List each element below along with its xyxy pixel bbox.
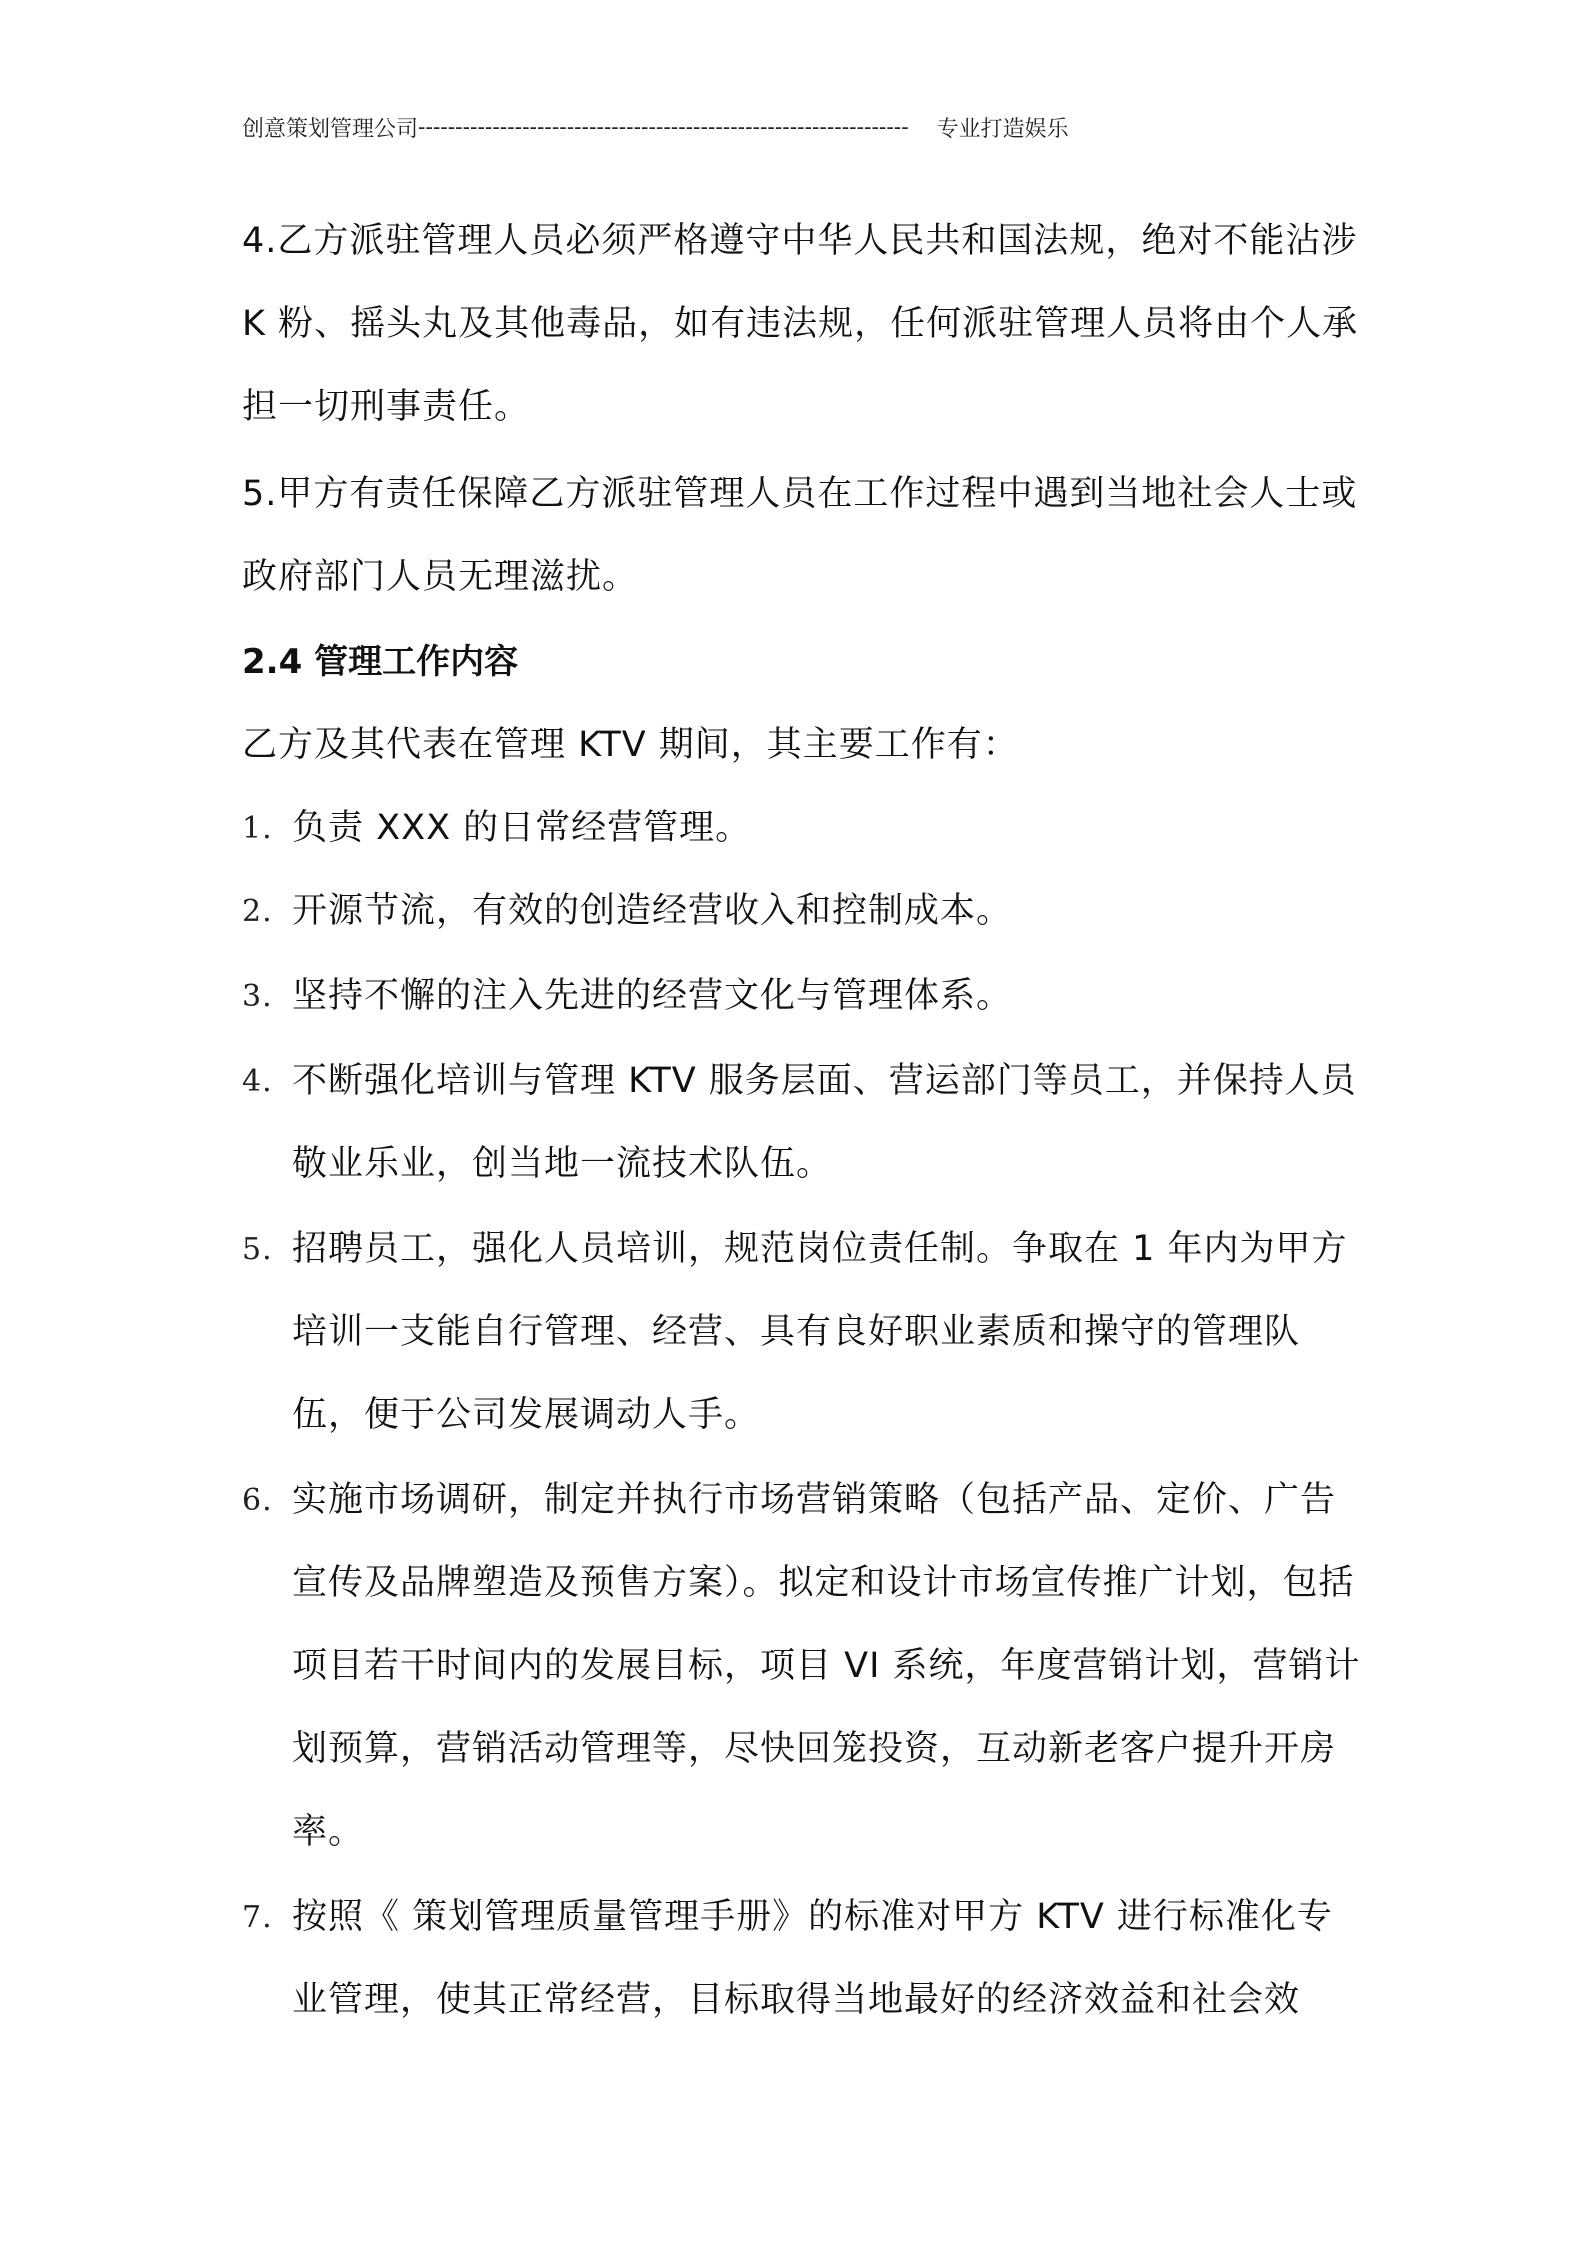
list-text: 实施市场调研，制定并执行市场营销策略（包括产品、定价、广告宣传及品牌塑造及预售方案）。拟定和设计市场宣传推广计划，包括项目若干时间内的发展目标，项目 VI 系统，年度营销计划，营销计划预算，营销活动管理等，尽快回笼投资，互动新老客户提升开房率。: [292, 1480, 1361, 1852]
paragraph-5: 5.甲方有责任保障乙方派驻管理人员在工作过程中遇到当地社会人士或政府部门人员无理滋扰。: [242, 474, 1358, 597]
list-item: [242, 787, 1362, 870]
list-number: 1.: [242, 811, 273, 846]
page-header: [242, 112, 1352, 148]
paragraph-4: 4.乙方派驻管理人员必须严格遵守中华人民共和国法规，绝对不能沾涉 K 粉、摇头丸及其他毒品，如有违法规，任何派驻管理人员将由个人承担一切刑事责任。: [242, 221, 1359, 427]
section-heading: 2.4 管理工作内容: [242, 642, 519, 682]
list-item: [242, 955, 1362, 1038]
header-company: 创意策划管理公司: [242, 117, 419, 142]
header-slogan: 专业打造娱乐: [936, 117, 1069, 142]
list-number: 5.: [242, 1232, 273, 1267]
list-item: [242, 1876, 1362, 2042]
section-intro: 乙方及其代表在管理 KTV 期间，其主要工作有：: [242, 725, 1019, 765]
list-number: 3.: [242, 979, 273, 1014]
list-text: 招聘员工，强化人员培训，规范岗位责任制。争取在 1 年内为甲方培训一支能自行管理、经营、具有良好职业素质和操守的管理队伍，便于公司发展调动人手。: [292, 1229, 1348, 1435]
list-number: 4.: [242, 1064, 273, 1099]
document-body: [242, 200, 1362, 2042]
list-number: 7.: [242, 1900, 273, 1935]
header-divider: ------------------------------------------------------------------: [418, 115, 909, 140]
list-number: 2.: [242, 894, 273, 929]
list-text: 开源节流，有效的创造经营收入和控制成本。: [292, 891, 1013, 931]
list-item: [242, 1040, 1362, 1206]
list-item: [242, 1208, 1362, 1457]
list-text: 按照《 策划管理质量管理手册》的标准对甲方 KTV 进行标准化专业管理，使其正常经营，目标取得当地最好的经济效益和社会效: [292, 1897, 1333, 2020]
list-item: [242, 870, 1362, 953]
list-text: 坚持不懈的注入先进的经营文化与管理体系。: [292, 976, 1013, 1016]
list-item: [242, 1459, 1362, 1874]
list-number: 6.: [242, 1483, 273, 1518]
list-text: 负责 XXX 的日常经营管理。: [292, 808, 752, 848]
list-text: 不断强化培训与管理 KTV 服务层面、营运部门等员工，并保持人员敬业乐业，创当地一流技术队伍。: [292, 1061, 1357, 1184]
